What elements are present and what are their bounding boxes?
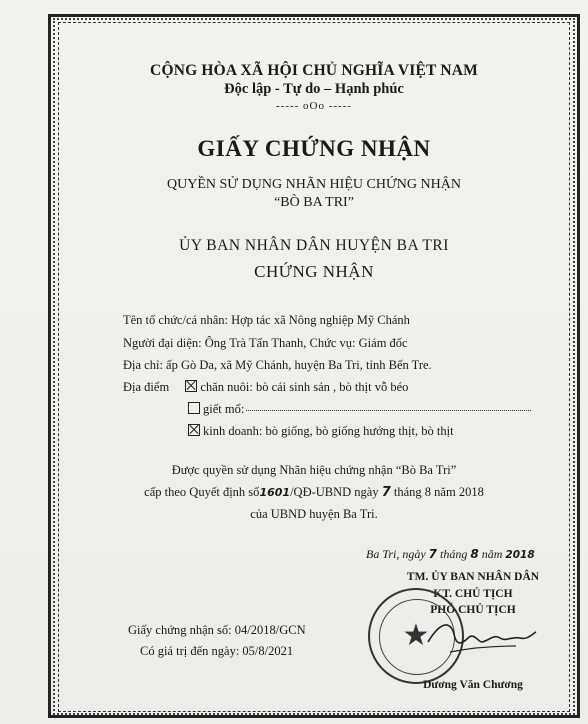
date-month: 8 (470, 547, 479, 561)
republic-header: CỘNG HÒA XÃ HỘI CHỦ NGHĨA VIỆT NAM (150, 62, 478, 79)
date-day: 7 (428, 547, 438, 561)
location-line (123, 380, 408, 395)
signer-for: KT. CHỦ TỊCH (433, 588, 513, 600)
date-year-label: năm (481, 547, 503, 561)
decision-day: 7 (381, 485, 391, 500)
option-trade: kinh doanh: bò giống, bò giống hướng thịt, bò thịt (203, 424, 454, 438)
sign-date (366, 547, 535, 562)
dotted-fill (246, 410, 531, 411)
grant-line2 (70, 485, 558, 500)
decision-number: 1601 (259, 486, 291, 499)
address-line: Địa chỉ: ấp Gò Da, xã Mỹ Chánh, huyện Ba Tri, tỉnh Bến Tre. (123, 358, 432, 372)
grant-line3: của UBND huyện Ba Tri. (250, 507, 378, 521)
trade-line (188, 424, 454, 439)
certifies-heading: CHỨNG NHẬN (254, 262, 374, 281)
grant-text-a: cấp theo Quyết định số (144, 485, 260, 499)
signature (420, 612, 540, 662)
signer-name: Dương Văn Chương (423, 679, 523, 691)
grant-line1: Được quyền sử dụng Nhãn hiệu chứng nhận “Bò Ba Tri” (171, 463, 457, 477)
valid-until: Có giá trị đến ngày: 05/8/2021 (140, 644, 294, 658)
grant-text-b: /QĐ-UBND ngày (290, 485, 379, 499)
checkbox-breeding (185, 380, 197, 392)
motto: Độc lập - Tự do – Hạnh phúc (224, 81, 404, 97)
subtitle-line1: QUYỀN SỬ DỤNG NHÃN HIỆU CHỨNG NHẬN (167, 177, 461, 192)
date-place: Ba Tri, ngày (366, 547, 426, 561)
star-icon: ★ (402, 619, 430, 652)
header-separator: ----- oOo ----- (275, 100, 353, 112)
issuer: ỦY BAN NHÂN DÂN HUYỆN BA TRI (179, 237, 449, 254)
document-title: GIẤY CHỨNG NHẬN (197, 136, 431, 161)
option-slaughter: giết mổ: (203, 402, 245, 416)
checkbox-trade (188, 424, 200, 436)
location-label: Địa điểm (123, 380, 170, 394)
certificate-number: Giấy chứng nhận số: 04/2018/GCN (128, 623, 306, 637)
signer-on-behalf: TM. ỦY BAN NHÂN DÂN (406, 571, 540, 583)
rep-line: Người đại diện: Ông Trà Tấn Thanh, Chức vụ: Giám đốc (123, 336, 408, 350)
option-breeding: chăn nuôi: bò cái sinh sản , bò thịt vỗ béo (200, 380, 409, 394)
checkbox-slaughter (188, 402, 200, 414)
grant-text-c: tháng 8 năm 2018 (393, 485, 484, 499)
signer-position: PHÓ CHỦ TỊCH (430, 604, 516, 616)
subtitle-line2: “BÒ BA TRI” (274, 195, 354, 210)
slaughter-line (188, 402, 531, 417)
date-month-label: tháng (440, 547, 468, 561)
date-year: 2018 (505, 549, 535, 561)
org-line: Tên tổ chức/cá nhân: Hợp tác xã Nông nghiệp Mỹ Chánh (123, 313, 410, 327)
